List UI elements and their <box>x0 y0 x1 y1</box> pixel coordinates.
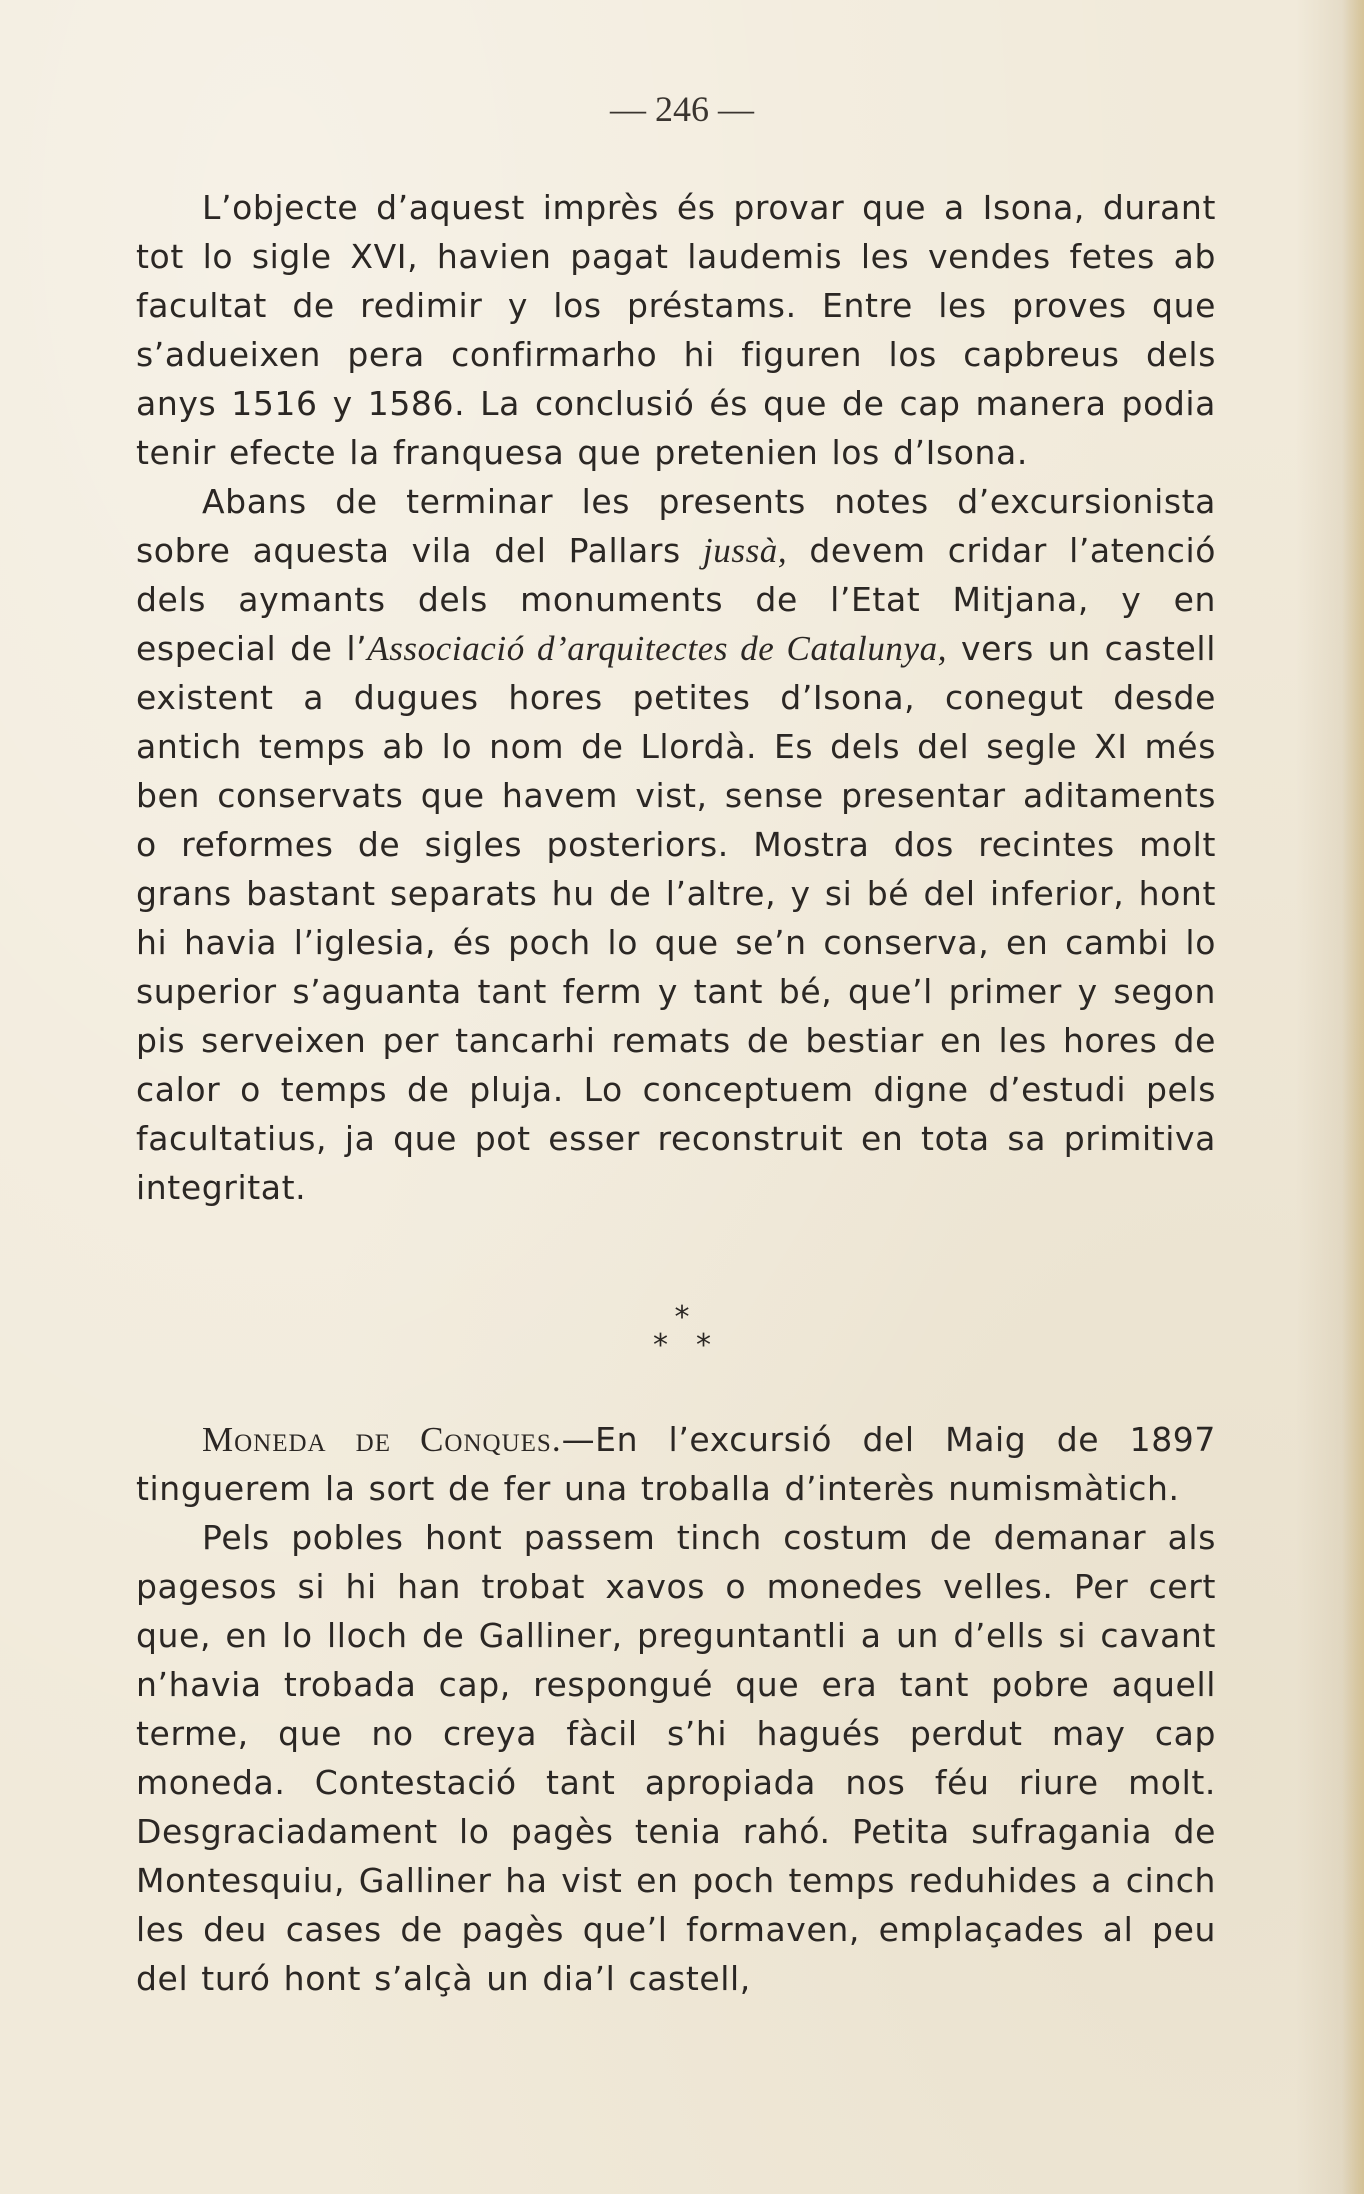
paragraph-galliner: Pels pobles hont passem tinch costum de demanar als pagesos si hi han trobat xavos o monedes velles. Per cert que, en lo lloch de Galliner, preguntantli a un d’ells si cavant n’havia trobada cap, respongué que era tant pobre aquell terme, que no creya fàcil s’hi hagués perdut may cap moneda. Contestació tant apropiada nos féu riure molt. Desgraciadament lo pagès tenia rahó. Petita sufragania de Montesquiu, Galliner ha vist en poch temps reduhides a cinch les deu cases de pagès que’l formaven, emplaçades al peu del turó hont s’alçà un dia’l castell, <box>136 1518 1216 1998</box>
italic-associacio: Associació d’arquitectes de Catalunya, <box>367 629 948 668</box>
section-separator-asterism <box>0 1300 1364 1363</box>
paragraph-llorda-text-3: vers un castell existent a dugues hores petites d’Isona, conegut desde antich temps ab lo nom de Llordà. Es dels del segle XI més ben conservats que havem vist, sense presentar aditaments o reformes de sigles posteriors. Mostra dos recintes molt grans bastant separats hu de l’altre, y si bé del inferior, hont hi havia l’iglesia, és poch lo que se’n conserva, en cambi lo superior s’aguanta tant ferm y tant bé, que’l primer y segon pis serveixen per tancarhi remats de bestiar en les hores de calor o temps de pluja. Lo conceptuem digne d’estudi pels facultatius, ja que pot esser reconstruit en tota sa primitiva integritat. <box>136 629 1216 1207</box>
paragraph-moneda-conques <box>136 1415 1216 1513</box>
paragraph-llorda-text-1: Abans de terminar les presents notes d’excursionista sobre aquesta vila del Pallars <box>136 482 1216 570</box>
italic-jussa: jussà, <box>702 531 788 570</box>
paragraph-isona-document: L’objecte d’aquest imprès és provar que a Isona, durant tot lo sigle XVI, havien pagat laudemis les vendes fetes ab facultat de redimir y los préstams. Entre les proves que s’adueixen pera confirmarho hi figuren los capbreus dels anys 1516 y 1586. La conclusió és que de cap manera podia tenir efecte la franquesa que pretenien los d’Isona. <box>136 188 1216 472</box>
paragraph-llorda-text-2: devem cridar l’atenció dels aymants dels monuments de l’Etat Mitjana, y en especial de l’ <box>136 531 1217 668</box>
section-heading-moneda-de-conques: Moneda de Conques. <box>202 1420 562 1459</box>
asterism-top-star: * <box>674 1300 690 1335</box>
page-number: — 246 — <box>610 89 754 129</box>
asterism-bottom-stars: ** <box>653 1328 739 1363</box>
paragraph-llorda-castle <box>136 477 1216 1212</box>
page-edge-shadow <box>1342 0 1364 2194</box>
paragraph-moneda-text: —En l’excursió del Maig de 1897 tinguerem la sort de fer una troballa d’interès numismàtich. <box>136 1420 1216 1508</box>
text-block-top <box>136 183 1216 1212</box>
text-block-bottom <box>136 1415 1216 2003</box>
